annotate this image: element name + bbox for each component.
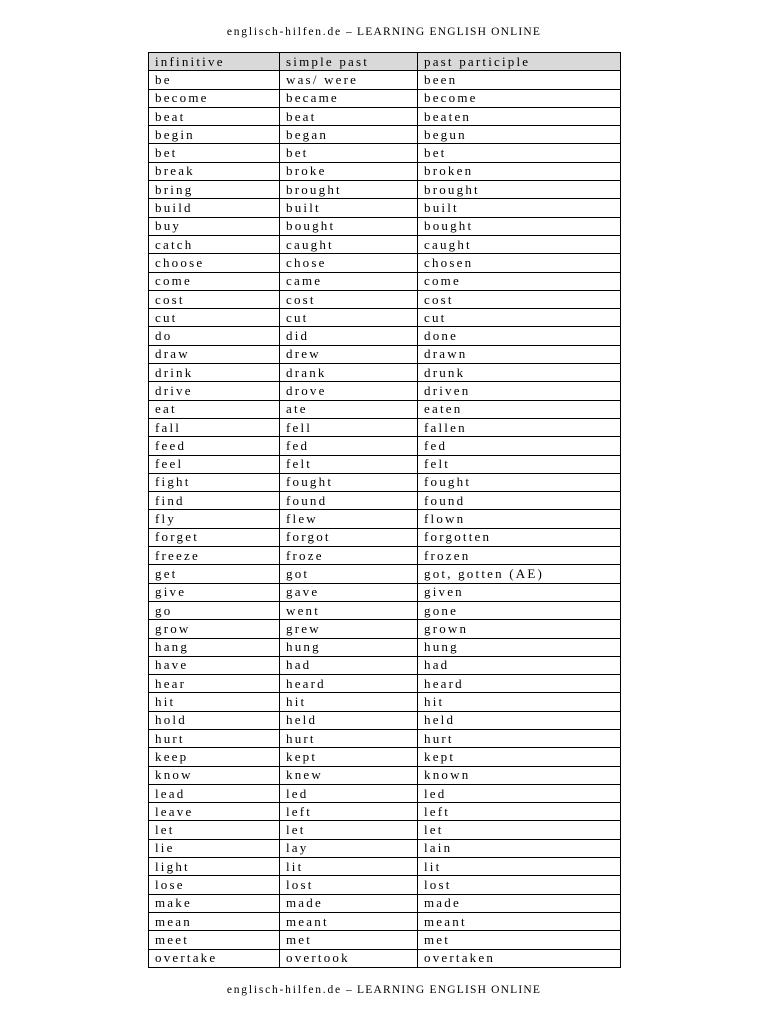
table-body [149, 71, 621, 968]
cell-infinitive: hurt [149, 729, 280, 747]
cell-past-participle: forgotten [418, 528, 621, 546]
cell-simple-past: forgot [280, 528, 418, 546]
cell-past-participle: led [418, 784, 621, 802]
cell-past-participle: broken [418, 162, 621, 180]
cell-simple-past: lit [280, 858, 418, 876]
cell-past-participle: gone [418, 601, 621, 619]
header-tagline: LEARNING ENGLISH ONLINE [357, 26, 542, 38]
cell-simple-past: flew [280, 510, 418, 528]
cell-past-participle: caught [418, 235, 621, 253]
cell-infinitive: freeze [149, 547, 280, 565]
cell-past-participle: become [418, 89, 621, 107]
cell-simple-past: fought [280, 473, 418, 491]
table-row [149, 601, 621, 619]
cell-infinitive: draw [149, 345, 280, 363]
cell-infinitive: feel [149, 455, 280, 473]
cell-past-participle: found [418, 492, 621, 510]
cell-simple-past: had [280, 656, 418, 674]
table-row [149, 821, 621, 839]
cell-simple-past: held [280, 711, 418, 729]
cell-simple-past: cut [280, 309, 418, 327]
cell-infinitive: mean [149, 912, 280, 930]
cell-infinitive: bet [149, 144, 280, 162]
cell-simple-past: bought [280, 217, 418, 235]
table-row [149, 803, 621, 821]
table-row [149, 418, 621, 436]
cell-simple-past: got [280, 565, 418, 583]
cell-past-participle: had [418, 656, 621, 674]
cell-past-participle: come [418, 272, 621, 290]
cell-infinitive: eat [149, 400, 280, 418]
cell-simple-past: overtook [280, 949, 418, 967]
cell-past-participle: drunk [418, 364, 621, 382]
cell-simple-past: cost [280, 290, 418, 308]
cell-past-participle: drawn [418, 345, 621, 363]
cell-infinitive: leave [149, 803, 280, 821]
cell-past-participle: driven [418, 382, 621, 400]
table-row [149, 839, 621, 857]
table-row [149, 217, 621, 235]
cell-past-participle: cost [418, 290, 621, 308]
cell-simple-past: grew [280, 620, 418, 638]
table-row [149, 729, 621, 747]
cell-infinitive: cost [149, 290, 280, 308]
cell-simple-past: froze [280, 547, 418, 565]
table-row [149, 89, 621, 107]
cell-past-participle: overtaken [418, 949, 621, 967]
cell-simple-past: came [280, 272, 418, 290]
table-row [149, 675, 621, 693]
cell-past-participle: done [418, 327, 621, 345]
cell-infinitive: choose [149, 254, 280, 272]
cell-past-participle: heard [418, 675, 621, 693]
table-row [149, 126, 621, 144]
column-header-simple-past: simple past [280, 53, 418, 71]
cell-simple-past: chose [280, 254, 418, 272]
cell-past-participle: cut [418, 309, 621, 327]
table-row [149, 437, 621, 455]
cell-infinitive: let [149, 821, 280, 839]
table-row [149, 144, 621, 162]
cell-infinitive: fall [149, 418, 280, 436]
cell-infinitive: overtake [149, 949, 280, 967]
cell-infinitive: do [149, 327, 280, 345]
cell-simple-past: found [280, 492, 418, 510]
cell-simple-past: met [280, 931, 418, 949]
column-header-past-participle: past participle [418, 53, 621, 71]
cell-infinitive: find [149, 492, 280, 510]
table-row [149, 107, 621, 125]
table-row [149, 254, 621, 272]
cell-past-participle: let [418, 821, 621, 839]
table-row [149, 931, 621, 949]
cell-infinitive: drink [149, 364, 280, 382]
cell-infinitive: grow [149, 620, 280, 638]
cell-simple-past: made [280, 894, 418, 912]
cell-infinitive: fight [149, 473, 280, 491]
footer-site-name: englisch-hilfen.de [226, 984, 342, 996]
cell-simple-past: drove [280, 382, 418, 400]
table-row [149, 912, 621, 930]
cell-past-participle: frozen [418, 547, 621, 565]
cell-infinitive: forget [149, 528, 280, 546]
table-row [149, 235, 621, 253]
cell-infinitive: fly [149, 510, 280, 528]
cell-infinitive: catch [149, 235, 280, 253]
cell-past-participle: grown [418, 620, 621, 638]
cell-simple-past: went [280, 601, 418, 619]
table-row [149, 656, 621, 674]
cell-simple-past: drew [280, 345, 418, 363]
cell-infinitive: have [149, 656, 280, 674]
cell-infinitive: get [149, 565, 280, 583]
cell-infinitive: make [149, 894, 280, 912]
cell-past-participle: fed [418, 437, 621, 455]
cell-past-participle: kept [418, 748, 621, 766]
cell-simple-past: bet [280, 144, 418, 162]
cell-infinitive: build [149, 199, 280, 217]
cell-infinitive: hear [149, 675, 280, 693]
table-row [149, 711, 621, 729]
table-row [149, 473, 621, 491]
cell-past-participle: meant [418, 912, 621, 930]
cell-past-participle: met [418, 931, 621, 949]
cell-simple-past: hung [280, 638, 418, 656]
table-row [149, 949, 621, 967]
cell-past-participle: made [418, 894, 621, 912]
irregular-verbs-table [148, 52, 621, 968]
cell-simple-past: felt [280, 455, 418, 473]
cell-past-participle: bet [418, 144, 621, 162]
cell-infinitive: buy [149, 217, 280, 235]
table-row [149, 693, 621, 711]
cell-past-participle: eaten [418, 400, 621, 418]
cell-past-participle: chosen [418, 254, 621, 272]
table-row [149, 784, 621, 802]
cell-simple-past: hit [280, 693, 418, 711]
cell-infinitive: break [149, 162, 280, 180]
cell-infinitive: keep [149, 748, 280, 766]
table-row [149, 327, 621, 345]
cell-past-participle: flown [418, 510, 621, 528]
table-header-row [149, 53, 621, 71]
table-row [149, 162, 621, 180]
footer-tagline: LEARNING ENGLISH ONLINE [357, 984, 542, 996]
cell-infinitive: cut [149, 309, 280, 327]
cell-infinitive: begin [149, 126, 280, 144]
cell-past-participle: fought [418, 473, 621, 491]
cell-past-participle: begun [418, 126, 621, 144]
cell-infinitive: lose [149, 876, 280, 894]
page-footer [0, 984, 768, 996]
cell-simple-past: meant [280, 912, 418, 930]
cell-simple-past: heard [280, 675, 418, 693]
table-row [149, 565, 621, 583]
cell-infinitive: give [149, 583, 280, 601]
header-separator: – [346, 26, 353, 38]
cell-simple-past: caught [280, 235, 418, 253]
table-row [149, 272, 621, 290]
cell-simple-past: fed [280, 437, 418, 455]
table-row [149, 528, 621, 546]
table-row [149, 894, 621, 912]
cell-simple-past: knew [280, 766, 418, 784]
cell-simple-past: was/ were [280, 71, 418, 89]
cell-simple-past: led [280, 784, 418, 802]
table-row [149, 382, 621, 400]
cell-past-participle: got, gotten (AE) [418, 565, 621, 583]
cell-simple-past: gave [280, 583, 418, 601]
cell-past-participle: hurt [418, 729, 621, 747]
cell-infinitive: meet [149, 931, 280, 949]
table-row [149, 510, 621, 528]
table-row [149, 858, 621, 876]
cell-past-participle: lost [418, 876, 621, 894]
cell-infinitive: feed [149, 437, 280, 455]
cell-infinitive: know [149, 766, 280, 784]
cell-past-participle: known [418, 766, 621, 784]
table-row [149, 309, 621, 327]
cell-infinitive: go [149, 601, 280, 619]
cell-simple-past: became [280, 89, 418, 107]
table-row [149, 748, 621, 766]
cell-infinitive: hold [149, 711, 280, 729]
cell-simple-past: ate [280, 400, 418, 418]
header-site-name: englisch-hilfen.de [226, 26, 342, 38]
cell-past-participle: bought [418, 217, 621, 235]
footer-separator: – [346, 984, 353, 996]
cell-simple-past: lay [280, 839, 418, 857]
table-row [149, 345, 621, 363]
cell-past-participle: lit [418, 858, 621, 876]
page-header [0, 26, 768, 38]
table-row [149, 876, 621, 894]
cell-past-participle: been [418, 71, 621, 89]
cell-simple-past: began [280, 126, 418, 144]
cell-infinitive: beat [149, 107, 280, 125]
table-row [149, 455, 621, 473]
cell-infinitive: hit [149, 693, 280, 711]
cell-simple-past: broke [280, 162, 418, 180]
cell-past-participle: held [418, 711, 621, 729]
table-row [149, 638, 621, 656]
table-row [149, 492, 621, 510]
cell-infinitive: hang [149, 638, 280, 656]
cell-infinitive: lie [149, 839, 280, 857]
cell-past-participle: lain [418, 839, 621, 857]
cell-infinitive: be [149, 71, 280, 89]
column-header-infinitive: infinitive [149, 53, 280, 71]
cell-infinitive: light [149, 858, 280, 876]
cell-past-participle: felt [418, 455, 621, 473]
cell-past-participle: brought [418, 181, 621, 199]
table-row [149, 583, 621, 601]
cell-past-participle: given [418, 583, 621, 601]
cell-simple-past: kept [280, 748, 418, 766]
cell-simple-past: built [280, 199, 418, 217]
cell-simple-past: let [280, 821, 418, 839]
cell-simple-past: beat [280, 107, 418, 125]
table-row [149, 181, 621, 199]
cell-simple-past: brought [280, 181, 418, 199]
cell-infinitive: bring [149, 181, 280, 199]
cell-simple-past: lost [280, 876, 418, 894]
cell-infinitive: drive [149, 382, 280, 400]
table-row [149, 71, 621, 89]
cell-simple-past: left [280, 803, 418, 821]
cell-simple-past: drank [280, 364, 418, 382]
table-row [149, 620, 621, 638]
cell-simple-past: fell [280, 418, 418, 436]
cell-infinitive: become [149, 89, 280, 107]
table-row [149, 199, 621, 217]
cell-past-participle: fallen [418, 418, 621, 436]
cell-past-participle: hung [418, 638, 621, 656]
table-row [149, 290, 621, 308]
table-row [149, 547, 621, 565]
cell-past-participle: beaten [418, 107, 621, 125]
cell-infinitive: come [149, 272, 280, 290]
cell-past-participle: hit [418, 693, 621, 711]
cell-infinitive: lead [149, 784, 280, 802]
table-row [149, 766, 621, 784]
cell-simple-past: did [280, 327, 418, 345]
cell-simple-past: hurt [280, 729, 418, 747]
cell-past-participle: left [418, 803, 621, 821]
table-row [149, 400, 621, 418]
cell-past-participle: built [418, 199, 621, 217]
table-row [149, 364, 621, 382]
